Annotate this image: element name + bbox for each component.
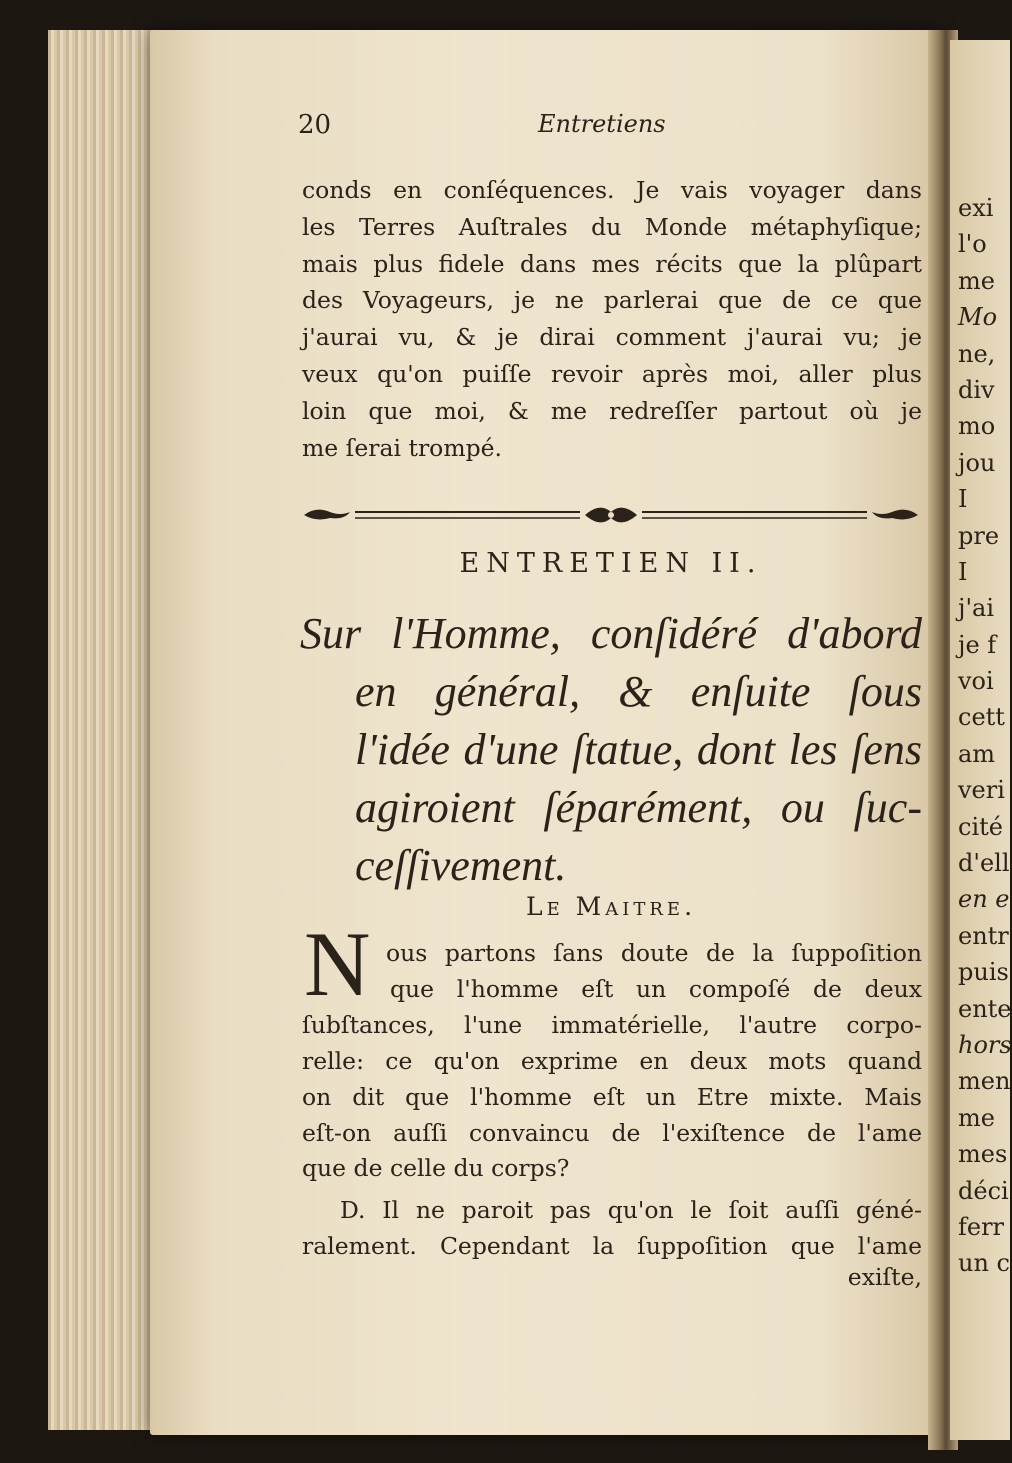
text-line: ſubſtances, l'une immatérielle, l'autre corpo- [302, 1010, 922, 1039]
fragment: mes [958, 1140, 1008, 1169]
text-line: relle: ce qu'on exprime en deux mots quand [302, 1046, 922, 1075]
fragment: men [958, 1067, 1011, 1096]
paragraph-intro [302, 172, 922, 466]
running-title: Entretiens [538, 110, 666, 138]
text-line: D. Il ne paroit pas qu'on le ſoit auſſi géné- [340, 1196, 922, 1224]
text-line: ralement. Cependant la ſuppoſition que l'ame [302, 1232, 922, 1260]
fragment: déci [958, 1176, 1009, 1205]
text-line: eſt-on auſſi convaincu de l'exiſtence de l'ame [302, 1118, 922, 1147]
text-line: j'aurai vu, & je dirai comment j'aurai vu; je [302, 323, 922, 352]
fragment: ente [958, 994, 1012, 1023]
fragment: am [958, 739, 996, 768]
fragment: jou [958, 448, 996, 477]
text-line: que de celle du corps? [302, 1154, 570, 1183]
fragment: ne, [958, 339, 996, 368]
fragment: cité [958, 812, 1003, 841]
text-line: veux qu'on puiſſe revoir après moi, aller plus [302, 359, 922, 388]
subtitle-line: l'idée d'une ſtatue, dont les ſens [355, 725, 922, 774]
fragment: veri [958, 776, 1005, 805]
right-page-text-fragments [958, 190, 1012, 1282]
text-line: on dit que l'homme eſt un Etre mixte. Mais [302, 1082, 922, 1111]
subtitle-line: agiroient ſéparément, ou ſuc- [355, 783, 922, 832]
text-line: des Voyageurs, je ne parlerai que de ce que [302, 286, 922, 315]
fragment: je f [958, 630, 997, 659]
text-line: loin que moi, & me redreſſer partout où je [302, 396, 922, 425]
fragment: d'ell [958, 849, 1010, 878]
fragment: puis [958, 958, 1009, 987]
fragment: un c [958, 1249, 1010, 1278]
text-line: les Terres Auſtrales du Monde métaphyſique; [302, 212, 922, 241]
fragment: voi [958, 667, 994, 696]
fragment: entr [958, 921, 1009, 950]
text-line: conds en conſéquences. Je vais voyager dans [302, 176, 922, 204]
page-number: 20 [298, 110, 332, 140]
paragraph-disciple [302, 1192, 922, 1264]
ornamental-rule [300, 500, 922, 530]
fragment: ferr [958, 1212, 1005, 1241]
paragraph-master [302, 936, 922, 1187]
text-line: que l'homme eſt un compoſé de deux [390, 974, 922, 1003]
fragment: hors [958, 1030, 1012, 1059]
text-line: mais plus fidele dans mes récits que la plûpart [302, 249, 922, 278]
subtitle-line: ceſſivement. [355, 841, 567, 890]
fragment: I [958, 557, 968, 586]
drop-cap: N [304, 913, 371, 1015]
fragment: me [958, 266, 995, 295]
fragment: Mo [958, 303, 998, 332]
fragment: I [958, 485, 968, 514]
subtitle-line: en général, & enſuite ſous [355, 667, 922, 716]
catchword: exiſte, [847, 1263, 922, 1291]
text-line: me ſerai trompé. [302, 433, 503, 462]
fragment: j'ai [958, 594, 995, 623]
chapter-title: ENTRETIEN II. [459, 548, 763, 579]
subtitle-line: Sur l'Homme, conſidéré d'abord [300, 609, 922, 658]
chapter-subtitle [300, 605, 922, 895]
fragment: me [958, 1103, 995, 1132]
page-header [298, 110, 920, 146]
speaker-heading: Le Maitre. [525, 892, 697, 921]
fragment: pre [958, 521, 1000, 550]
fragment: div [958, 375, 995, 404]
fragment: cett [958, 703, 1005, 732]
fragment: exi [958, 194, 994, 222]
fragment: mo [958, 412, 996, 441]
fragment: l'o [958, 230, 987, 259]
fragment: en e [958, 885, 1010, 914]
text-line: ous partons ſans doute de la ſuppoſition [386, 939, 922, 967]
